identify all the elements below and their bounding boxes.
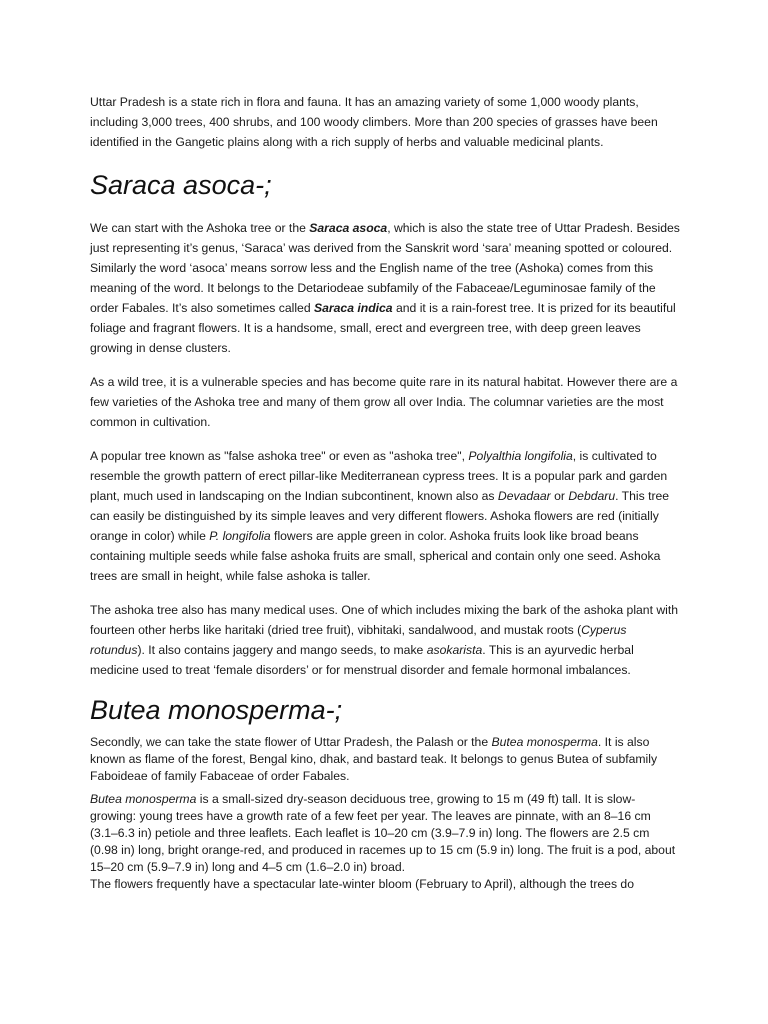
text-run: Secondly, we can take the state flower of Uttar Pradesh, the Palash or the (90, 735, 492, 749)
species-name: Saraca asoca (309, 221, 388, 235)
text-run: is a small-sized dry-season deciduous tree, growing to 15 m (49 ft) tall. It is slow-growing: young trees have a growth rate of a few feet per year. The leaves are pinnate, with an 8–16 cm (3.1–6.3 in) petiole and three leaflets. Each leaflet is 10–20 cm (3.9–7.9 in) long. The flowers are 2.5 cm (0.98 in) long, bright orange-red, and produced in racemes up to 15 cm (5.9 in) long. The fruit is a pod, about 15–20 cm (5.9–7.9 in) long and 4–5 cm (1.6–2.0 in) broad. (90, 792, 676, 874)
saraca-paragraph-4 (90, 600, 680, 680)
text-run: . This tree can easily be distinguished by its simple leaves and very different flowers. Ashoka flowers are red (initially orange in color) while (90, 489, 670, 543)
butea-paragraph-2 (90, 791, 680, 876)
butea-paragraph-3 (90, 876, 680, 893)
species-name: Butea monosperma (90, 792, 197, 806)
text-run: . It is also known as flame of the forest, Bengal kino, dhak, and bastard teak. It belongs to genus Butea of subfamily Faboideae of family Fabaceae of order Fabales. (90, 735, 658, 783)
species-name: P. longifolia (209, 529, 271, 543)
intro-text: Uttar Pradesh is a state rich in flora and fauna. It has an amazing variety of some 1,000 woody plants, including 3,000 trees, 400 shrubs, and 100 woody climbers. More than 200 species of grasses have been identified in the Gangetic plains along with a rich supply of herbs and valuable medicinal plants. (90, 95, 658, 149)
text-run: . This is an ayurvedic herbal medicine used to treat ‘female disorders’ or for menstrual disorder and female hormonal imbalances. (90, 643, 634, 677)
saraca-paragraph-1 (90, 218, 680, 358)
text-run: The ashoka tree also has many medical uses. One of which includes mixing the bark of the ashoka plant with fourteen other herbs like haritaki (dried tree fruit), vibhitaki, sandalwood, and mustak roots ( (90, 603, 679, 637)
text-run: , which is also the state tree of Uttar Pradesh. Besides just representing it’s genus, ‘Saraca’ was derived from the Sanskrit word ‘sara’ meaning spotted or coloured. Similarly the word ‘asoca’ means sorrow less and the English name of the tree (Ashoka) comes from this meaning of the word. It belongs to the Detariodeae subfamily of the Fabaceae/Leguminosae family of the order Fabales. It’s also sometimes called (90, 221, 680, 315)
local-name: Debdaru (568, 489, 616, 503)
species-name: Butea monosperma (491, 735, 598, 749)
text-run: A popular tree known as "false ashoka tree" or even as "ashoka tree", (90, 449, 469, 463)
butea-heading: Butea monosperma-; (90, 695, 343, 725)
species-name: Cyperus rotundus (90, 623, 627, 657)
text-run: and it is a rain-forest tree. It is prized for its beautiful foliage and fragrant flowers. It is a handsome, small, erect and evergreen tree, with deep green leaves growing in dense clusters. (90, 301, 676, 355)
text-run: As a wild tree, it is a vulnerable species and has become quite rare in its natural habitat. However there are a few varieties of the Ashoka tree and many of them grow all over India. The columnar varieties are the most common in cultivation. (90, 375, 678, 429)
saraca-heading: Saraca asoca-; (90, 170, 272, 200)
text-run: , is cultivated to resemble the growth pattern of erect pillar-like Mediterranean cypress trees. It is a popular park and garden plant, much used in landscaping on the Indian subcontinent, known also as (90, 449, 668, 503)
local-name: Devadaar (497, 489, 551, 503)
text-run: We can start with the Ashoka tree or the (90, 221, 310, 235)
species-name: Polyalthia longifolia (468, 449, 573, 463)
butea-paragraph-1 (90, 734, 680, 785)
text-run: or (550, 489, 569, 503)
saraca-paragraph-3 (90, 446, 680, 586)
intro-paragraph (90, 92, 680, 152)
text-run: The flowers frequently have a spectacular late-winter bloom (February to April), although the trees do (90, 877, 634, 891)
medicine-name: asokarista (426, 643, 483, 657)
text-run: flowers are apple green in color. Ashoka fruits look like broad beans containing multiple seeds while false ashoka fruits are small, spherical and contain only one seed. Ashoka trees are small in height, while false ashoka is taller. (90, 529, 661, 583)
saraca-paragraph-2 (90, 372, 680, 432)
species-name: Saraca indica (314, 301, 393, 315)
document-page (90, 92, 680, 893)
text-run: ). It also contains jaggery and mango seeds, to make (137, 643, 427, 657)
